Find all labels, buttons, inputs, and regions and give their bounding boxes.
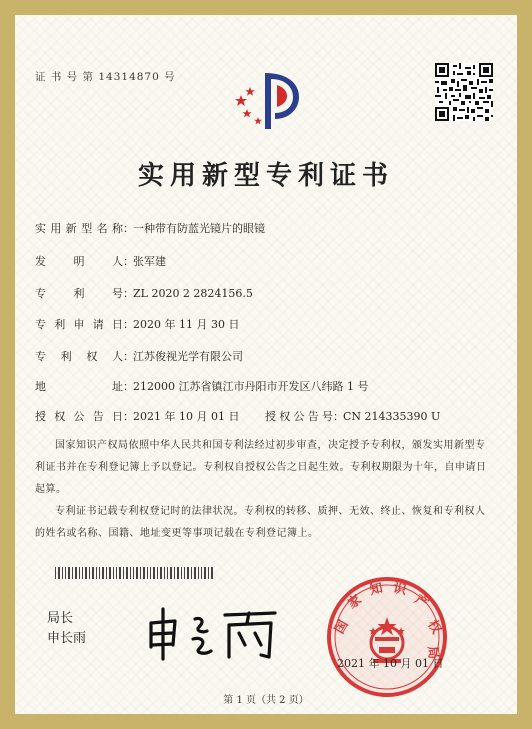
field-inventor: 发明人：张军建: [35, 255, 166, 268]
page-number: 第 1 页（共 2 页）: [223, 695, 309, 706]
svg-text:产: 产: [411, 592, 431, 613]
svg-text:局: 局: [424, 645, 441, 660]
field-patent-number: 专利号：ZL 2020 2 2824156.5: [35, 287, 253, 300]
field-value: 2021 年 10 月 01 日: [133, 410, 240, 423]
signatory-role: 局长: [47, 611, 74, 626]
field-value: 2020 年 11 月 30 日: [133, 318, 240, 331]
paragraph-grant-notice: 国家知识产权局依照中华人民共和国专利法经过初步审查，决定授予专利权，颁发实用新型专利证书并在专利登记簿上予以登记。专利权自授权公告之日起生效。专利权期限为十年，自申请日起算。: [35, 440, 487, 495]
field-value: 张军建: [133, 255, 166, 268]
field-value: 212000 江苏省镇江市丹阳市开发区八纬路 1 号: [133, 380, 369, 393]
field-label: 发明人: [35, 255, 123, 268]
seal-date: 2021 年 10 月 01 日: [337, 657, 444, 670]
field-label: 专利申请日: [35, 318, 123, 331]
field-utility-model-name: 实用新型名称：一种带有防蓝光镜片的眼镜: [35, 222, 265, 235]
field-label: 专利号: [35, 287, 123, 300]
certificate-number: 证 书 号 第 14314870 号: [35, 71, 176, 83]
official-seal-icon: [323, 573, 451, 701]
paragraph-legal-status: 专利证书记载专利权登记时的法律状况。专利权的转移、质押、无效、终止、恢复和专利权人的姓名或名称、国籍、地址变更等事项记载在专利登记簿上。: [35, 506, 486, 539]
certificate-paper: [15, 15, 517, 714]
field-label: 授权公告日: [35, 410, 123, 423]
signatory-name: 申长雨: [47, 631, 87, 646]
field-grant-number: 授权公告号：CN 214335390 U: [265, 410, 441, 423]
field-value: CN 214335390 U: [343, 410, 441, 423]
field-label: 实用新型名称: [35, 222, 123, 235]
svg-text:国: 国: [332, 617, 352, 637]
certificate-title: 实用新型专利证书: [137, 161, 394, 191]
field-patentee: 专利权人：江苏俊视光学有限公司: [35, 350, 243, 363]
field-label: 授权公告号: [265, 410, 333, 423]
svg-text:识: 识: [391, 580, 408, 599]
field-application-date: 专利申请日：2020 年 11 月 30 日: [35, 318, 240, 331]
field-grant-date: 授权公告日：2021 年 10 月 01 日: [35, 410, 240, 423]
field-value: ZL 2020 2 2824156.5: [133, 287, 253, 300]
field-value: 江苏俊视光学有限公司: [133, 350, 243, 363]
field-label: 专利权人: [35, 350, 123, 363]
field-address: 地址：212000 江苏省镇江市丹阳市开发区八纬路 1 号: [35, 380, 369, 393]
barcode-icon: [55, 567, 215, 579]
field-value: 一种带有防蓝光镜片的眼镜: [133, 222, 265, 235]
handwritten-signature-icon: [143, 601, 283, 663]
svg-text:家: 家: [345, 592, 365, 613]
svg-text:权: 权: [424, 617, 444, 637]
qr-code-icon: [435, 63, 493, 121]
svg-text:知: 知: [368, 580, 385, 599]
cnipa-emblem-icon: [223, 65, 313, 137]
field-label: 地址: [35, 380, 123, 393]
